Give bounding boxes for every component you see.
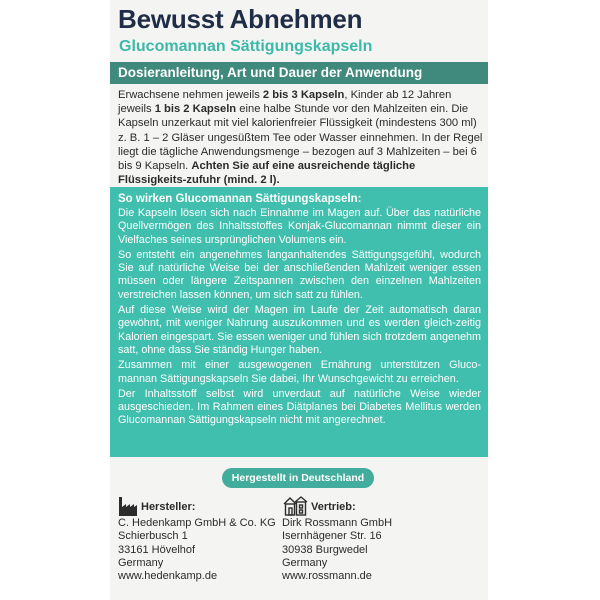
manufacturer-name: C. Hedenkamp GmbH & Co. KG (118, 517, 276, 529)
dosage-instructions (118, 88, 484, 187)
dosage-text-run: eine halbe Stunde vor den Mahlzeiten ein. Die Kapseln unzerkaut mit viel kalorienfreier Flüssigkeit (mindestens 300 ml) z. B. 1 – 2 Gläser ungesüßtem Tee oder Wasser einnehmen. In der Regel liegt die tägliche Anwendungsmenge – bezogen auf 3 Mahlzeiten – bei 6 bis 9 Kapseln. (118, 103, 483, 173)
product-subtitle: Glucomannan Sättigungskapseln (119, 38, 373, 55)
distributor-label: Vertrieb: (311, 500, 356, 513)
manufacturer-city: 33161 Hövelhof (118, 543, 196, 556)
distributor-street: Isernhägener Str. 16 (282, 530, 382, 543)
factory-icon (118, 495, 138, 517)
distributor-website[interactable]: www.rossmann.de (282, 570, 372, 583)
effect-paragraph: Der Inhaltsstoff selbst wird unverdaut auf natürliche Weise wieder ausgeschieden. Im Rahmen eines Diätplanes bei Diabetes Mellitus werden Glucomannan Sättigungskapseln nicht mit angerechnet. (118, 387, 481, 427)
product-back-panel (110, 0, 488, 600)
effect-paragraph: Zusammen mit einer ausgewogenen Ernährung unterstützen Gluco-mannan Sättigungskapseln Sie dabei, Ihr Wunschgewicht zu erreichen. (118, 359, 481, 385)
distributor-country: Germany (282, 556, 328, 569)
made-in-germany-badge: Hergestellt in Deutschland (222, 468, 374, 488)
effect-paragraph: Auf diese Weise wird der Magen im Laufe der Zeit automatisch daran gewöhnt, mit weniger Nahrung auszukommen und es werden gleich-zeitig Kalorien eingespart. Sie essen weniger und fühlen sich trotzdem angenehm satt, ohne dass Sie ständig Hunger haben. (118, 304, 481, 356)
effect-paragraph: So entsteht ein angenehmes langanhaltendes Sättigungsgefühl, wodurch Sie auf natürliche Weise bei der anschließenden Mahlzeit weniger essen müssen oder längere Zeitspannen zwischen den einzelnen Mahlzeiten verstreichen lassen können, um sich satt zu fühlen. (118, 248, 481, 301)
manufacturer-label: Hersteller: (141, 500, 196, 513)
manufacturer-block (118, 495, 276, 583)
distributor-city: 30938 Burgwedel (282, 543, 368, 556)
product-title: Bewusst Abnehmen (118, 4, 363, 34)
effect-paragraph: Die Kapseln lösen sich nach Einnahme im Magen auf. Über das natürliche Quellvermögen des Inhaltsstoffes Konjak-Glucomannan nimmt dieser ein Vielfaches seines ursprünglichen Volumens ein. (118, 207, 481, 246)
dosage-emphasis: 1 bis 2 Kapseln (154, 103, 237, 116)
manufacturer-website[interactable]: www.hedenkamp.de (118, 570, 218, 583)
manufacturer-street: Schierbusch 1 (118, 530, 188, 543)
dosage-text-run: , Kinder ab 12 Jahren jeweils (118, 89, 452, 116)
distributor-name: Dirk Rossmann GmbH (282, 517, 393, 529)
effect-info-box (110, 187, 488, 457)
dosage-text-run: Erwachsene nehmen jeweils (118, 89, 263, 101)
dosage-emphasis: Achten Sie auf eine ausreichende tägliche Flüssigkeits-zufuhr (mind. 2 l). (118, 160, 416, 187)
dosage-emphasis: 2 bis 3 Kapseln (262, 89, 345, 101)
manufacturer-country: Germany (118, 556, 164, 569)
dosage-section-heading: Dosieranleitung, Art und Dauer der Anwendung (110, 62, 488, 84)
distribution-icon (282, 495, 308, 517)
distributor-block (282, 495, 392, 583)
effect-info-title: So wirken Glucomannan Sättigungskapseln: (118, 193, 362, 205)
